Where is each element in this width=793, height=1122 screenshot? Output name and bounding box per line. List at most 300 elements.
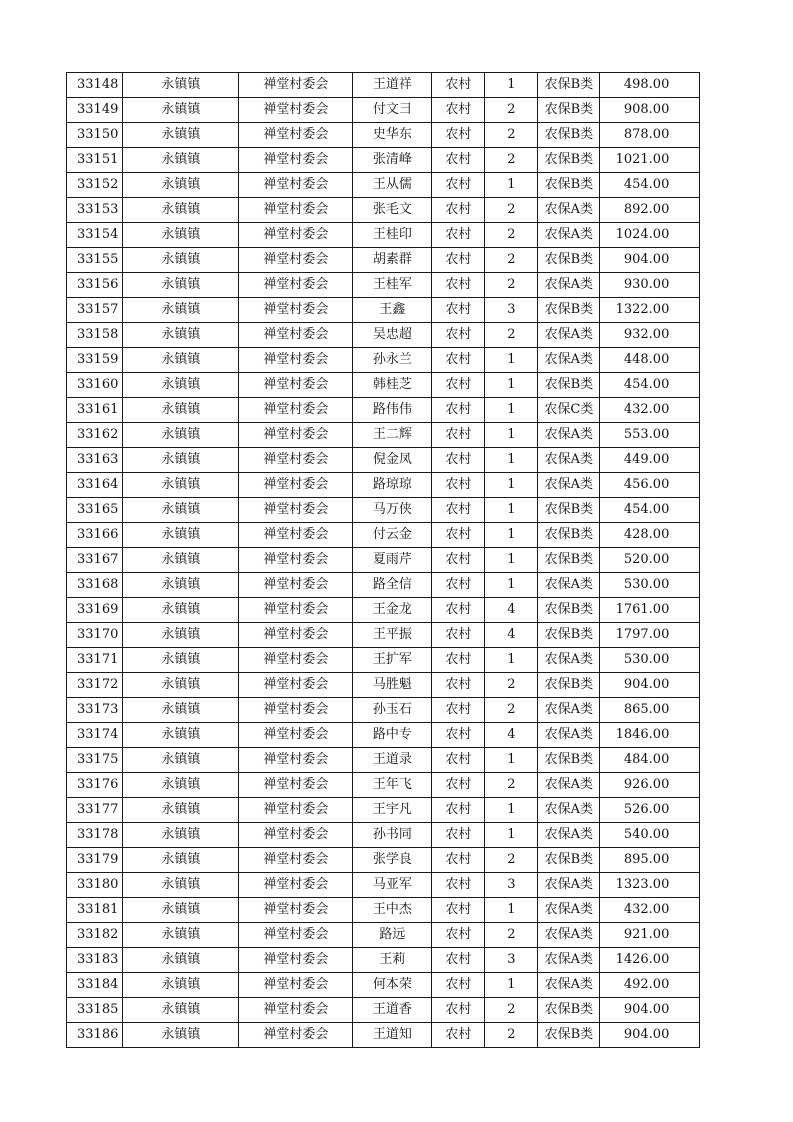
cell-area-type: 农村 [432, 723, 485, 748]
cell-town: 永镇镇 [123, 773, 239, 798]
cell-household-count: 3 [485, 948, 538, 973]
cell-village: 禅堂村委会 [239, 98, 353, 123]
cell-category: 农保A类 [538, 923, 600, 948]
cell-village: 禅堂村委会 [239, 923, 353, 948]
cell-area-type: 农村 [432, 273, 485, 298]
table-row [67, 623, 700, 648]
cell-town: 永镇镇 [123, 198, 239, 223]
cell-record-id: 33160 [67, 373, 123, 398]
cell-town: 永镇镇 [123, 798, 239, 823]
cell-category: 农保A类 [538, 973, 600, 998]
cell-area-type: 农村 [432, 873, 485, 898]
cell-record-id: 33170 [67, 623, 123, 648]
cell-area-type: 农村 [432, 823, 485, 848]
cell-name: 张清峰 [353, 148, 432, 173]
cell-amount: 428.00 [600, 523, 700, 548]
cell-amount: 454.00 [600, 173, 700, 198]
cell-area-type: 农村 [432, 973, 485, 998]
cell-record-id: 33164 [67, 473, 123, 498]
cell-amount: 878.00 [600, 123, 700, 148]
cell-record-id: 33156 [67, 273, 123, 298]
cell-village: 禅堂村委会 [239, 173, 353, 198]
cell-record-id: 33152 [67, 173, 123, 198]
cell-village: 禅堂村委会 [239, 298, 353, 323]
table-row [67, 773, 700, 798]
table-row [67, 223, 700, 248]
cell-amount: 1322.00 [600, 298, 700, 323]
cell-amount: 921.00 [600, 923, 700, 948]
cell-category: 农保B类 [538, 173, 600, 198]
cell-record-id: 33153 [67, 198, 123, 223]
cell-record-id: 33154 [67, 223, 123, 248]
cell-village: 禅堂村委会 [239, 848, 353, 873]
table-row [67, 348, 700, 373]
cell-town: 永镇镇 [123, 1023, 239, 1048]
cell-name: 史华东 [353, 123, 432, 148]
cell-record-id: 33163 [67, 448, 123, 473]
cell-amount: 530.00 [600, 648, 700, 673]
cell-household-count: 1 [485, 498, 538, 523]
cell-village: 禅堂村委会 [239, 123, 353, 148]
table-row [67, 398, 700, 423]
cell-area-type: 农村 [432, 923, 485, 948]
cell-village: 禅堂村委会 [239, 948, 353, 973]
cell-household-count: 2 [485, 323, 538, 348]
cell-amount: 892.00 [600, 198, 700, 223]
cell-category: 农保B类 [538, 498, 600, 523]
cell-category: 农保B类 [538, 598, 600, 623]
table-row [67, 473, 700, 498]
table-row [67, 948, 700, 973]
cell-record-id: 33173 [67, 698, 123, 723]
cell-record-id: 33176 [67, 773, 123, 798]
cell-area-type: 农村 [432, 498, 485, 523]
cell-amount: 865.00 [600, 698, 700, 723]
cell-village: 禅堂村委会 [239, 548, 353, 573]
cell-village: 禅堂村委会 [239, 398, 353, 423]
cell-household-count: 1 [485, 548, 538, 573]
cell-town: 永镇镇 [123, 648, 239, 673]
cell-category: 农保B类 [538, 998, 600, 1023]
cell-household-count: 2 [485, 123, 538, 148]
cell-household-count: 2 [485, 848, 538, 873]
cell-town: 永镇镇 [123, 823, 239, 848]
cell-record-id: 33181 [67, 898, 123, 923]
cell-name: 王宇凡 [353, 798, 432, 823]
cell-village: 禅堂村委会 [239, 448, 353, 473]
cell-name: 马亚军 [353, 873, 432, 898]
cell-record-id: 33182 [67, 923, 123, 948]
cell-amount: 1024.00 [600, 223, 700, 248]
cell-name: 王道录 [353, 748, 432, 773]
cell-household-count: 1 [485, 798, 538, 823]
cell-record-id: 33174 [67, 723, 123, 748]
cell-name: 孙书同 [353, 823, 432, 848]
cell-household-count: 1 [485, 398, 538, 423]
cell-amount: 904.00 [600, 248, 700, 273]
table-row [67, 698, 700, 723]
cell-village: 禅堂村委会 [239, 573, 353, 598]
cell-area-type: 农村 [432, 348, 485, 373]
cell-town: 永镇镇 [123, 223, 239, 248]
table-row [67, 373, 700, 398]
cell-town: 永镇镇 [123, 523, 239, 548]
cell-town: 永镇镇 [123, 473, 239, 498]
cell-record-id: 33172 [67, 673, 123, 698]
cell-town: 永镇镇 [123, 173, 239, 198]
cell-name: 付文彐 [353, 98, 432, 123]
table-row [67, 823, 700, 848]
cell-village: 禅堂村委会 [239, 1023, 353, 1048]
table-row [67, 673, 700, 698]
table-row [67, 748, 700, 773]
cell-record-id: 33155 [67, 248, 123, 273]
cell-record-id: 33161 [67, 398, 123, 423]
cell-area-type: 农村 [432, 123, 485, 148]
cell-town: 永镇镇 [123, 373, 239, 398]
cell-record-id: 33178 [67, 823, 123, 848]
cell-category: 农保A类 [538, 873, 600, 898]
cell-name: 夏雨芹 [353, 548, 432, 573]
cell-household-count: 2 [485, 698, 538, 723]
cell-category: 农保A类 [538, 198, 600, 223]
cell-town: 永镇镇 [123, 298, 239, 323]
cell-town: 永镇镇 [123, 148, 239, 173]
cell-area-type: 农村 [432, 223, 485, 248]
cell-town: 永镇镇 [123, 623, 239, 648]
cell-amount: 1323.00 [600, 873, 700, 898]
cell-town: 永镇镇 [123, 123, 239, 148]
cell-name: 孙玉石 [353, 698, 432, 723]
cell-area-type: 农村 [432, 148, 485, 173]
cell-household-count: 2 [485, 1023, 538, 1048]
cell-area-type: 农村 [432, 948, 485, 973]
cell-household-count: 1 [485, 523, 538, 548]
cell-household-count: 2 [485, 198, 538, 223]
cell-village: 禅堂村委会 [239, 698, 353, 723]
cell-category: 农保B类 [538, 298, 600, 323]
cell-record-id: 33186 [67, 1023, 123, 1048]
cell-category: 农保B类 [538, 373, 600, 398]
cell-category: 农保B类 [538, 848, 600, 873]
table-row [67, 323, 700, 348]
cell-amount: 449.00 [600, 448, 700, 473]
table-row [67, 723, 700, 748]
cell-amount: 926.00 [600, 773, 700, 798]
cell-amount: 530.00 [600, 573, 700, 598]
cell-household-count: 1 [485, 823, 538, 848]
cell-village: 禅堂村委会 [239, 473, 353, 498]
cell-town: 永镇镇 [123, 948, 239, 973]
table-row [67, 298, 700, 323]
cell-name: 何本荣 [353, 973, 432, 998]
cell-category: 农保A类 [538, 448, 600, 473]
cell-household-count: 1 [485, 373, 538, 398]
cell-town: 永镇镇 [123, 848, 239, 873]
cell-category: 农保C类 [538, 398, 600, 423]
cell-area-type: 农村 [432, 398, 485, 423]
cell-area-type: 农村 [432, 698, 485, 723]
cell-household-count: 1 [485, 473, 538, 498]
cell-name: 倪金凤 [353, 448, 432, 473]
cell-name: 路伟伟 [353, 398, 432, 423]
cell-village: 禅堂村委会 [239, 373, 353, 398]
cell-household-count: 1 [485, 648, 538, 673]
cell-category: 农保A类 [538, 223, 600, 248]
cell-village: 禅堂村委会 [239, 248, 353, 273]
cell-amount: 498.00 [600, 73, 700, 98]
cell-name: 王道香 [353, 998, 432, 1023]
table-row [67, 98, 700, 123]
cell-town: 永镇镇 [123, 348, 239, 373]
cell-town: 永镇镇 [123, 723, 239, 748]
cell-name: 胡素群 [353, 248, 432, 273]
table-row [67, 73, 700, 98]
cell-name: 王莉 [353, 948, 432, 973]
table-row [67, 248, 700, 273]
cell-household-count: 2 [485, 223, 538, 248]
cell-amount: 1021.00 [600, 148, 700, 173]
cell-record-id: 33179 [67, 848, 123, 873]
table-row [67, 798, 700, 823]
cell-town: 永镇镇 [123, 98, 239, 123]
cell-name: 张学良 [353, 848, 432, 873]
cell-town: 永镇镇 [123, 923, 239, 948]
cell-amount: 520.00 [600, 548, 700, 573]
cell-category: 农保A类 [538, 273, 600, 298]
cell-amount: 904.00 [600, 673, 700, 698]
cell-category: 农保B类 [538, 623, 600, 648]
cell-village: 禅堂村委会 [239, 198, 353, 223]
cell-household-count: 1 [485, 573, 538, 598]
cell-village: 禅堂村委会 [239, 323, 353, 348]
cell-amount: 432.00 [600, 398, 700, 423]
cell-category: 农保B类 [538, 123, 600, 148]
cell-household-count: 2 [485, 998, 538, 1023]
table-row [67, 273, 700, 298]
table-row [67, 598, 700, 623]
cell-town: 永镇镇 [123, 998, 239, 1023]
table-row [67, 448, 700, 473]
cell-area-type: 农村 [432, 373, 485, 398]
table-row [67, 423, 700, 448]
cell-record-id: 33184 [67, 973, 123, 998]
cell-name: 王平振 [353, 623, 432, 648]
cell-town: 永镇镇 [123, 548, 239, 573]
cell-household-count: 3 [485, 298, 538, 323]
cell-category: 农保A类 [538, 898, 600, 923]
table-row [67, 973, 700, 998]
cell-category: 农保A类 [538, 348, 600, 373]
cell-village: 禅堂村委会 [239, 498, 353, 523]
table-row [67, 1023, 700, 1048]
cell-amount: 1761.00 [600, 598, 700, 623]
cell-category: 农保A类 [538, 473, 600, 498]
cell-village: 禅堂村委会 [239, 748, 353, 773]
cell-household-count: 2 [485, 148, 538, 173]
cell-area-type: 农村 [432, 323, 485, 348]
cell-area-type: 农村 [432, 173, 485, 198]
table-row [67, 173, 700, 198]
cell-town: 永镇镇 [123, 873, 239, 898]
cell-area-type: 农村 [432, 248, 485, 273]
cell-name: 王桂印 [353, 223, 432, 248]
cell-village: 禅堂村委会 [239, 873, 353, 898]
cell-town: 永镇镇 [123, 448, 239, 473]
cell-category: 农保A类 [538, 723, 600, 748]
cell-household-count: 4 [485, 598, 538, 623]
cell-amount: 1846.00 [600, 723, 700, 748]
cell-town: 永镇镇 [123, 698, 239, 723]
cell-record-id: 33150 [67, 123, 123, 148]
cell-village: 禅堂村委会 [239, 523, 353, 548]
cell-household-count: 1 [485, 748, 538, 773]
cell-record-id: 33168 [67, 573, 123, 598]
cell-town: 永镇镇 [123, 898, 239, 923]
cell-amount: 484.00 [600, 748, 700, 773]
cell-amount: 904.00 [600, 998, 700, 1023]
cell-area-type: 农村 [432, 573, 485, 598]
cell-name: 王桂军 [353, 273, 432, 298]
cell-category: 农保A类 [538, 323, 600, 348]
cell-area-type: 农村 [432, 523, 485, 548]
cell-name: 马万侠 [353, 498, 432, 523]
cell-category: 农保A类 [538, 648, 600, 673]
table-row [67, 873, 700, 898]
cell-village: 禅堂村委会 [239, 598, 353, 623]
cell-area-type: 农村 [432, 998, 485, 1023]
cell-amount: 908.00 [600, 98, 700, 123]
cell-amount: 930.00 [600, 273, 700, 298]
cell-amount: 540.00 [600, 823, 700, 848]
table-row [67, 923, 700, 948]
cell-household-count: 1 [485, 448, 538, 473]
table-body [67, 73, 700, 1048]
cell-name: 吴忠超 [353, 323, 432, 348]
cell-record-id: 33159 [67, 348, 123, 373]
cell-record-id: 33171 [67, 648, 123, 673]
cell-area-type: 农村 [432, 798, 485, 823]
cell-name: 王年飞 [353, 773, 432, 798]
cell-record-id: 33185 [67, 998, 123, 1023]
cell-village: 禅堂村委会 [239, 773, 353, 798]
cell-record-id: 33149 [67, 98, 123, 123]
cell-category: 农保B类 [538, 673, 600, 698]
cell-village: 禅堂村委会 [239, 723, 353, 748]
table-row [67, 848, 700, 873]
cell-name: 王扩军 [353, 648, 432, 673]
cell-area-type: 农村 [432, 448, 485, 473]
cell-town: 永镇镇 [123, 973, 239, 998]
cell-amount: 932.00 [600, 323, 700, 348]
cell-area-type: 农村 [432, 848, 485, 873]
cell-household-count: 2 [485, 98, 538, 123]
cell-household-count: 3 [485, 873, 538, 898]
cell-town: 永镇镇 [123, 248, 239, 273]
cell-name: 路全信 [353, 573, 432, 598]
cell-village: 禅堂村委会 [239, 148, 353, 173]
cell-name: 王二辉 [353, 423, 432, 448]
cell-village: 禅堂村委会 [239, 273, 353, 298]
cell-category: 农保A类 [538, 773, 600, 798]
cell-village: 禅堂村委会 [239, 623, 353, 648]
cell-record-id: 33151 [67, 148, 123, 173]
cell-category: 农保A类 [538, 573, 600, 598]
cell-category: 农保A类 [538, 798, 600, 823]
cell-name: 孙永兰 [353, 348, 432, 373]
cell-name: 路琼琼 [353, 473, 432, 498]
cell-name: 马胜魁 [353, 673, 432, 698]
cell-village: 禅堂村委会 [239, 423, 353, 448]
cell-town: 永镇镇 [123, 573, 239, 598]
cell-name: 韩桂芝 [353, 373, 432, 398]
cell-village: 禅堂村委会 [239, 973, 353, 998]
cell-village: 禅堂村委会 [239, 673, 353, 698]
cell-amount: 454.00 [600, 373, 700, 398]
cell-household-count: 4 [485, 623, 538, 648]
cell-name: 王中杰 [353, 898, 432, 923]
table-row [67, 648, 700, 673]
cell-category: 农保B类 [538, 98, 600, 123]
cell-record-id: 33157 [67, 298, 123, 323]
table-row [67, 123, 700, 148]
cell-town: 永镇镇 [123, 73, 239, 98]
cell-name: 张毛文 [353, 198, 432, 223]
cell-amount: 448.00 [600, 348, 700, 373]
relief-roster-table [66, 72, 700, 1048]
cell-name: 王道祥 [353, 73, 432, 98]
cell-amount: 895.00 [600, 848, 700, 873]
cell-amount: 454.00 [600, 498, 700, 523]
cell-record-id: 33165 [67, 498, 123, 523]
cell-household-count: 1 [485, 898, 538, 923]
cell-village: 禅堂村委会 [239, 798, 353, 823]
cell-category: 农保A类 [538, 423, 600, 448]
cell-household-count: 1 [485, 348, 538, 373]
table-row [67, 573, 700, 598]
cell-category: 农保B类 [538, 148, 600, 173]
cell-category: 农保B类 [538, 548, 600, 573]
cell-record-id: 33177 [67, 798, 123, 823]
cell-area-type: 农村 [432, 98, 485, 123]
cell-area-type: 农村 [432, 773, 485, 798]
table-row [67, 498, 700, 523]
cell-record-id: 33169 [67, 598, 123, 623]
cell-village: 禅堂村委会 [239, 823, 353, 848]
cell-record-id: 33167 [67, 548, 123, 573]
cell-name: 王金龙 [353, 598, 432, 623]
cell-town: 永镇镇 [123, 748, 239, 773]
cell-record-id: 33183 [67, 948, 123, 973]
cell-area-type: 农村 [432, 298, 485, 323]
cell-name: 路中专 [353, 723, 432, 748]
cell-record-id: 33162 [67, 423, 123, 448]
cell-category: 农保A类 [538, 948, 600, 973]
cell-category: 农保B类 [538, 523, 600, 548]
cell-amount: 432.00 [600, 898, 700, 923]
cell-record-id: 33158 [67, 323, 123, 348]
cell-amount: 1426.00 [600, 948, 700, 973]
cell-area-type: 农村 [432, 198, 485, 223]
cell-town: 永镇镇 [123, 273, 239, 298]
cell-area-type: 农村 [432, 548, 485, 573]
cell-area-type: 农村 [432, 623, 485, 648]
cell-village: 禅堂村委会 [239, 73, 353, 98]
cell-town: 永镇镇 [123, 498, 239, 523]
cell-record-id: 33148 [67, 73, 123, 98]
cell-town: 永镇镇 [123, 598, 239, 623]
cell-village: 禅堂村委会 [239, 223, 353, 248]
